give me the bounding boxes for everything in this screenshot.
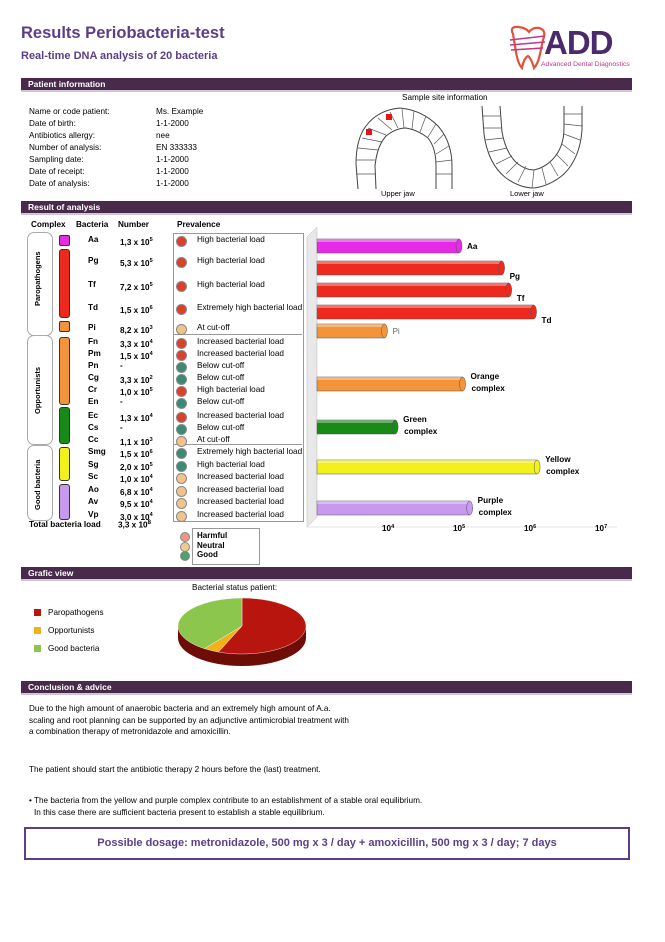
bacteria-count: 9,5 x $10^4$ bbox=[120, 499, 153, 509]
patient-field-value: nee bbox=[156, 131, 170, 140]
chart-bar-highlight bbox=[317, 239, 459, 242]
chart-bar-highlight bbox=[317, 305, 534, 308]
bacteria-count: 7,2 x $10^5$ bbox=[120, 282, 153, 292]
bacteria-count: 1,5 x $10^6$ bbox=[120, 305, 153, 315]
complex-marker-orange-pi bbox=[59, 321, 70, 332]
bacteria-count: - bbox=[120, 361, 123, 370]
prevalence-dot bbox=[176, 338, 187, 349]
complex-bar-td bbox=[317, 305, 552, 325]
complex-marker-pink bbox=[59, 235, 70, 246]
patient-field-label: Sampling date: bbox=[29, 155, 84, 164]
conclusion-paragraph-3: • The bacteria from the yellow and purple complex contribute to an establishment of a stable oral equilibrium. In this case there are sufficient bacteria present to establish a stable equilibrium. bbox=[29, 796, 423, 817]
patient-field-label: Antibiotics allergy: bbox=[29, 131, 95, 140]
conclusion-paragraph-2: The patient should start the antibiotic therapy 2 hours before the (last) treatment. bbox=[29, 765, 321, 774]
prevalence-dot bbox=[176, 236, 187, 247]
section-header-patient: Patient information bbox=[21, 78, 632, 90]
legend-label: Harmful bbox=[197, 531, 228, 540]
sample-site-title: Sample site information bbox=[402, 93, 488, 102]
prevalence-dot bbox=[176, 324, 187, 335]
complex-marker-purple bbox=[59, 484, 70, 520]
bacteria-count: 3,0 x $10^4$ bbox=[120, 512, 153, 522]
bacteria-count: 8,2 x $10^3$ bbox=[120, 325, 153, 335]
patient-field-label: Date of receipt: bbox=[29, 167, 85, 176]
complex-bar-pi bbox=[317, 324, 400, 338]
legend-dot bbox=[180, 551, 190, 561]
chart-bar-highlight bbox=[317, 460, 537, 463]
page-subtitle: Real-time DNA analysis of 20 bacteria bbox=[21, 50, 218, 62]
chart-bar-label: Td bbox=[541, 316, 552, 325]
complex-marker-yellow bbox=[59, 447, 70, 481]
lower-jaw-label: Lower jaw bbox=[510, 189, 544, 198]
prevalence-dot bbox=[176, 486, 187, 497]
prevalence-dot bbox=[176, 473, 187, 484]
page-title: Results Periobacteria-test bbox=[21, 24, 225, 42]
legend-label: Good bbox=[197, 550, 218, 559]
patient-field-label: Date of birth: bbox=[29, 119, 76, 128]
chart-bar-label: complex bbox=[546, 467, 580, 476]
prevalence-status: Below cut-off bbox=[197, 423, 245, 432]
prevalence-dot bbox=[176, 374, 187, 385]
bacteria-count: 1,5 x $10^4$ bbox=[120, 351, 153, 361]
pie-title: Bacterial status patient: bbox=[192, 583, 278, 592]
bacteria-name: Av bbox=[88, 497, 99, 506]
col-header-prevalence: Prevalence bbox=[177, 220, 221, 229]
chart-bar-cap bbox=[506, 283, 512, 297]
chart-bar-label: Green bbox=[403, 415, 427, 424]
chart-bar-label: Orange bbox=[470, 372, 500, 381]
prevalence-status: Increased bacterial load bbox=[197, 337, 284, 346]
patient-field-label: Date of analysis: bbox=[29, 179, 90, 188]
chart-axis-tick: $10^7$ bbox=[595, 524, 608, 533]
chart-bar-cap bbox=[381, 324, 387, 338]
bacteria-count: 2,0 x $10^5$ bbox=[120, 462, 153, 472]
col-header-number: Number bbox=[118, 220, 149, 229]
col-header-bacteria: Bacteria bbox=[76, 220, 109, 229]
prevalence-dot bbox=[176, 398, 187, 409]
legend-dot bbox=[180, 532, 190, 542]
bacteria-name: Cr bbox=[88, 385, 98, 394]
prevalence-status: High bacterial load bbox=[197, 256, 265, 265]
bacteria-name: Sg bbox=[88, 460, 99, 469]
prevalence-status: Increased bacterial load bbox=[197, 510, 284, 519]
prevalence-status: Below cut-off bbox=[197, 373, 245, 382]
patient-field-value: 1-1-2000 bbox=[156, 179, 189, 188]
legend-label: Neutral bbox=[197, 540, 225, 550]
group-label-paropathogens: Paropathogens bbox=[33, 251, 42, 306]
bacteria-count: 3,3 x $10^4$ bbox=[120, 339, 153, 349]
chart-bar-label: Purple bbox=[477, 496, 504, 505]
patient-field-value: 1-1-2000 bbox=[156, 119, 189, 128]
chart-bar-highlight bbox=[317, 324, 384, 327]
chart-3d-wall bbox=[307, 227, 317, 527]
legend-dot bbox=[180, 542, 190, 552]
bacteria-name: Pn bbox=[88, 361, 99, 370]
pie-legend-swatch bbox=[34, 609, 41, 616]
chart-bar-highlight bbox=[317, 261, 502, 264]
chart-bar-cap bbox=[456, 239, 462, 253]
chart-bar-cap bbox=[467, 501, 473, 515]
prevalence-status: Below cut-off bbox=[197, 397, 245, 406]
prevalence-dot bbox=[176, 386, 187, 397]
bacteria-name: Cg bbox=[88, 373, 99, 382]
bacteria-count: 1,3 x $10^5$ bbox=[120, 237, 153, 247]
logo-tagline: Advanced Dental Diagnostics bbox=[541, 61, 630, 68]
chart-axis-tick: $10^5$ bbox=[453, 524, 466, 533]
bacteria-name: Pm bbox=[88, 349, 101, 358]
chart-bar-highlight bbox=[317, 501, 470, 504]
complex-bar-green bbox=[317, 415, 438, 436]
prevalence-dot bbox=[176, 350, 187, 361]
complex-marker-orange bbox=[59, 337, 70, 405]
upper-jaw-label: Upper jaw bbox=[381, 189, 415, 198]
company-logo bbox=[507, 24, 637, 76]
complex-bar-yellow bbox=[317, 455, 580, 476]
complex-marker-green bbox=[59, 407, 70, 444]
complex-bar-pg bbox=[317, 261, 520, 281]
possible-dosage-box: Possible dosage: metronidazole, 500 mg x 3 / day + amoxicillin, 500 mg x 3 / day; 7 days bbox=[24, 827, 630, 860]
prevalence-dot bbox=[176, 498, 187, 509]
bacteria-count: 1,1 x $10^3$ bbox=[120, 437, 153, 447]
chart-bar-label: Yellow bbox=[545, 455, 571, 464]
bacteria-count: 1,0 x $10^4$ bbox=[120, 474, 153, 484]
group-label-good-bacteria: Good bacteria bbox=[33, 459, 42, 510]
chart-bar-label: Pg bbox=[509, 272, 521, 281]
prevalence-status: At cut-off bbox=[197, 435, 230, 444]
bacteria-name: Pi bbox=[88, 323, 96, 332]
bacteria-name: Td bbox=[88, 303, 99, 312]
patient-field-label: Number of analysis: bbox=[29, 143, 102, 152]
chart-bar-cap bbox=[499, 261, 505, 275]
prevalence-dot bbox=[176, 424, 187, 435]
bacteria-name: Vp bbox=[88, 510, 99, 519]
chart-bar-highlight bbox=[317, 283, 509, 286]
bacteria-count: 1,3 x $10^4$ bbox=[120, 413, 153, 423]
prevalence-status: Increased bacterial load bbox=[197, 411, 284, 420]
group-label-opportunists: Opportunists bbox=[33, 366, 42, 414]
complex-bar-purple bbox=[317, 496, 512, 517]
prevalence-status: Increased bacterial load bbox=[197, 497, 284, 506]
bacteria-name: Tf bbox=[88, 280, 96, 289]
prevalence-dot bbox=[176, 511, 187, 522]
patient-field-value: 1-1-2000 bbox=[156, 167, 189, 176]
prevalence-status: Extremely high bacterial load bbox=[197, 303, 303, 312]
conclusion-paragraph-1: Due to the high amount of anaerobic bacteria and an extremely high amount of A.a. scaling and root planning can be supported by an adjunctive antimicrobial treatment with a combination therapy of metronidazole and amoxicillin. bbox=[29, 704, 349, 736]
patient-field-label: Name or code patient: bbox=[29, 107, 110, 116]
bacteria-name: Pg bbox=[88, 256, 99, 265]
chart-bar-cap bbox=[531, 305, 537, 319]
prevalence-status: Extremely high bacterial load bbox=[197, 447, 303, 456]
bacteria-name: En bbox=[88, 397, 99, 406]
prevalence-status: Increased bacterial load bbox=[197, 349, 284, 358]
bacteria-count: 3,3 x $10^2$ bbox=[120, 375, 153, 385]
complex-bar-tf bbox=[317, 283, 525, 303]
prevalence-status: High bacterial load bbox=[197, 235, 265, 244]
pie-legend-swatch bbox=[34, 627, 41, 634]
patient-field-value: Ms. Example bbox=[156, 107, 204, 116]
chart-axis-tick: $10^4$ bbox=[382, 524, 395, 533]
bacteria-name: Cc bbox=[88, 435, 99, 444]
col-header-complex: Complex bbox=[31, 220, 66, 229]
prevalence-status: Below cut-off bbox=[197, 361, 245, 370]
bacteria-count: 1,5 x $10^6$ bbox=[120, 449, 153, 459]
pie-legend-swatch bbox=[34, 645, 41, 652]
chart-bar-label: Aa bbox=[467, 242, 478, 251]
section-header-conclusion: Conclusion & advice bbox=[21, 681, 632, 693]
bacteria-name: Fn bbox=[88, 337, 99, 346]
bacteria-count: - bbox=[120, 423, 123, 432]
pie-legend-label: Good bacteria bbox=[48, 644, 100, 653]
bacteria-count: - bbox=[120, 397, 123, 406]
chart-bar-label: complex bbox=[478, 508, 512, 517]
section-header-result: Result of analysis bbox=[21, 201, 632, 213]
upper-jaw-diagram bbox=[348, 104, 468, 194]
bacteria-name: Cs bbox=[88, 423, 99, 432]
bacteria-count: 6,8 x $10^4$ bbox=[120, 487, 153, 497]
prevalence-status: High bacterial load bbox=[197, 280, 265, 289]
bacterial-status-pie-chart bbox=[172, 592, 312, 674]
prevalence-dot bbox=[176, 412, 187, 423]
chart-bar-highlight bbox=[317, 420, 395, 423]
chart-bar-label: complex bbox=[404, 427, 438, 436]
complex-bar-chart bbox=[305, 225, 635, 535]
chart-bar-cap bbox=[460, 377, 466, 391]
prevalence-dot bbox=[176, 257, 187, 268]
chart-bar-cap bbox=[534, 460, 540, 474]
bacteria-name: Smg bbox=[88, 447, 106, 456]
bacteria-name: Ec bbox=[88, 411, 99, 420]
total-value: 3,3 x $10^8$ bbox=[118, 520, 151, 530]
bacteria-name: Sc bbox=[88, 472, 99, 481]
patient-field-value: EN 333333 bbox=[156, 143, 197, 152]
complex-bar-orange bbox=[317, 372, 505, 393]
chart-bar-label: Tf bbox=[516, 294, 525, 303]
prevalence-status: Increased bacterial load bbox=[197, 485, 284, 494]
prevalence-dot bbox=[176, 362, 187, 373]
patient-field-value: 1-1-2000 bbox=[156, 155, 189, 164]
bacteria-count: 1,0 x $10^5$ bbox=[120, 387, 153, 397]
prevalence-status: Increased bacterial load bbox=[197, 472, 284, 481]
pie-legend-label: Paropathogens bbox=[48, 608, 104, 617]
prevalence-dot bbox=[176, 436, 187, 447]
chart-bar-label: Pi bbox=[392, 327, 400, 336]
complex-bar-aa bbox=[317, 239, 478, 253]
chart-bar-highlight bbox=[317, 377, 463, 380]
lower-jaw-diagram bbox=[478, 104, 588, 192]
chart-bar-cap bbox=[392, 420, 398, 434]
bacteria-name: Aa bbox=[88, 235, 99, 244]
prevalence-status: High bacterial load bbox=[197, 385, 265, 394]
pie-legend-label: Opportunists bbox=[48, 626, 95, 635]
complex-marker-red bbox=[59, 249, 70, 318]
prevalence-dot bbox=[176, 461, 187, 472]
chart-bar-label: complex bbox=[471, 384, 505, 393]
section-header-grafic: Grafic view bbox=[21, 567, 632, 579]
bacteria-name: Ao bbox=[88, 485, 99, 494]
chart-axis-tick: $10^6$ bbox=[524, 524, 537, 533]
logo-wordmark: ADD bbox=[544, 24, 613, 61]
prevalence-dot bbox=[176, 448, 187, 459]
prevalence-status: High bacterial load bbox=[197, 460, 265, 469]
bacteria-count: 5,3 x $10^5$ bbox=[120, 258, 153, 268]
prevalence-dot bbox=[176, 304, 187, 315]
prevalence-status: At cut-off bbox=[197, 323, 230, 332]
total-label: Total bacteria load bbox=[29, 520, 101, 529]
prevalence-dot bbox=[176, 281, 187, 292]
